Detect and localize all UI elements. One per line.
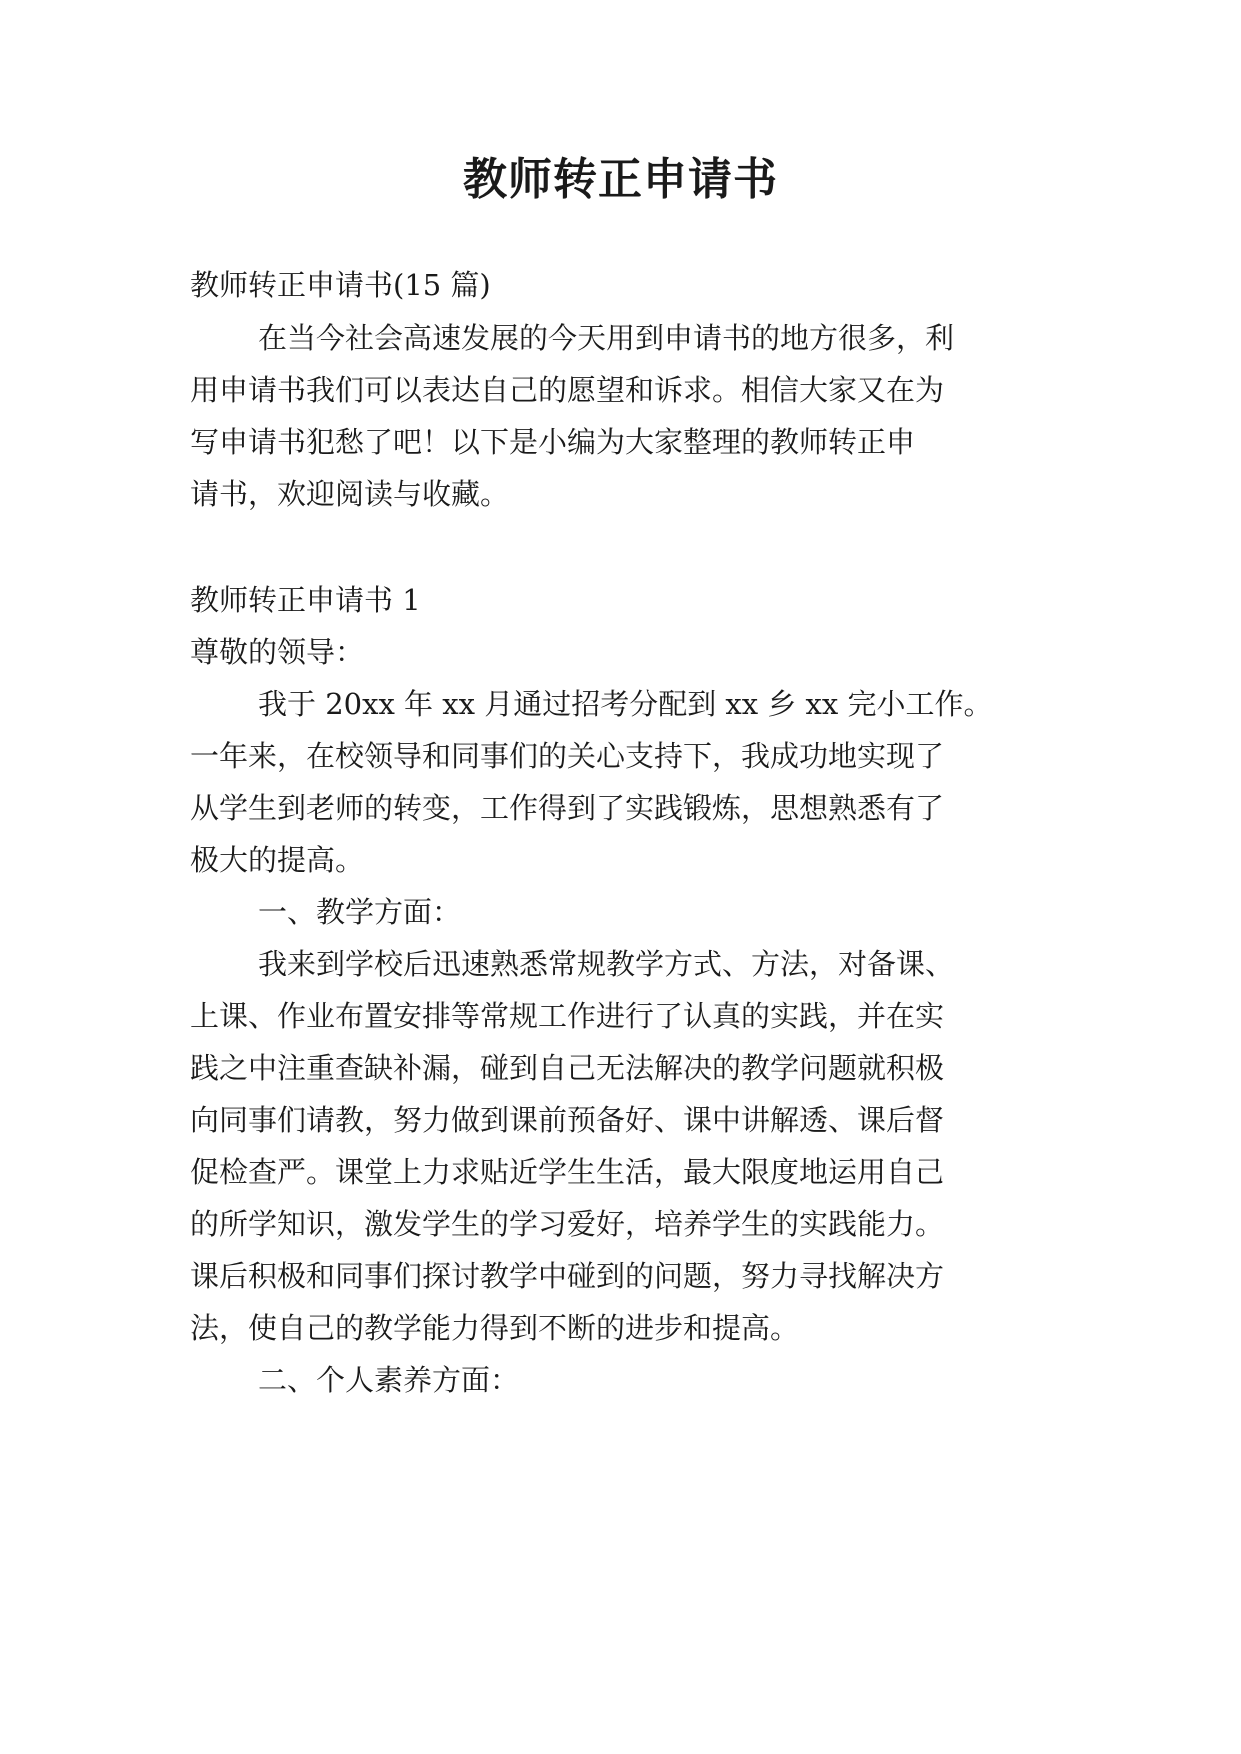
salutation: 尊敬的领导： [190,635,365,669]
document-subtitle: 教师转正申请书(15 篇) [190,268,491,302]
para1-line-1: 我于 20xx 年 xx 月通过招考分配到 xx 乡 xx 完小工作。 [258,687,993,721]
para2-line-2: 上课、作业布置安排等常规工作进行了认真的实践，并在实 [190,999,945,1033]
para2-line-3: 践之中注重查缺补漏，碰到自己无法解决的教学问题就积极 [190,1051,945,1085]
para2-line-6: 的所学知识，激发学生的学习爱好，培养学生的实践能力。 [190,1207,945,1241]
para2-line-8: 法，使自己的教学能力得到不断的进步和提高。 [190,1311,800,1345]
heading-teaching: 一、教学方面： [258,895,462,929]
intro-line-1: 在当今社会高速发展的今天用到申请书的地方很多，利 [258,321,955,355]
para1-line-4: 极大的提高。 [190,843,365,877]
para2-line-4: 向同事们请教，努力做到课前预备好、课中讲解透、课后督 [190,1103,945,1137]
intro-line-3: 写申请书犯愁了吧！以下是小编为大家整理的教师转正申 [190,425,916,459]
para2-line-5: 促检查严。课堂上力求贴近学生生活，最大限度地运用自己 [190,1155,945,1189]
para2-line-1: 我来到学校后迅速熟悉常规教学方式、方法，对备课、 [258,947,955,981]
intro-line-4: 请书，欢迎阅读与收藏。 [190,477,510,511]
intro-line-2: 用申请书我们可以表达自己的愿望和诉求。相信大家又在为 [190,373,945,407]
section-heading: 教师转正申请书 1 [190,583,421,617]
heading-personal: 二、个人素养方面： [258,1363,520,1397]
para2-line-7: 课后积极和同事们探讨教学中碰到的问题，努力寻找解决方 [190,1259,945,1293]
para1-line-3: 从学生到老师的转变，工作得到了实践锻炼，思想熟悉有了 [190,791,945,825]
document-title: 教师转正申请书 [463,154,778,205]
para1-line-2: 一年来，在校领导和同事们的关心支持下，我成功地实现了 [190,739,945,773]
